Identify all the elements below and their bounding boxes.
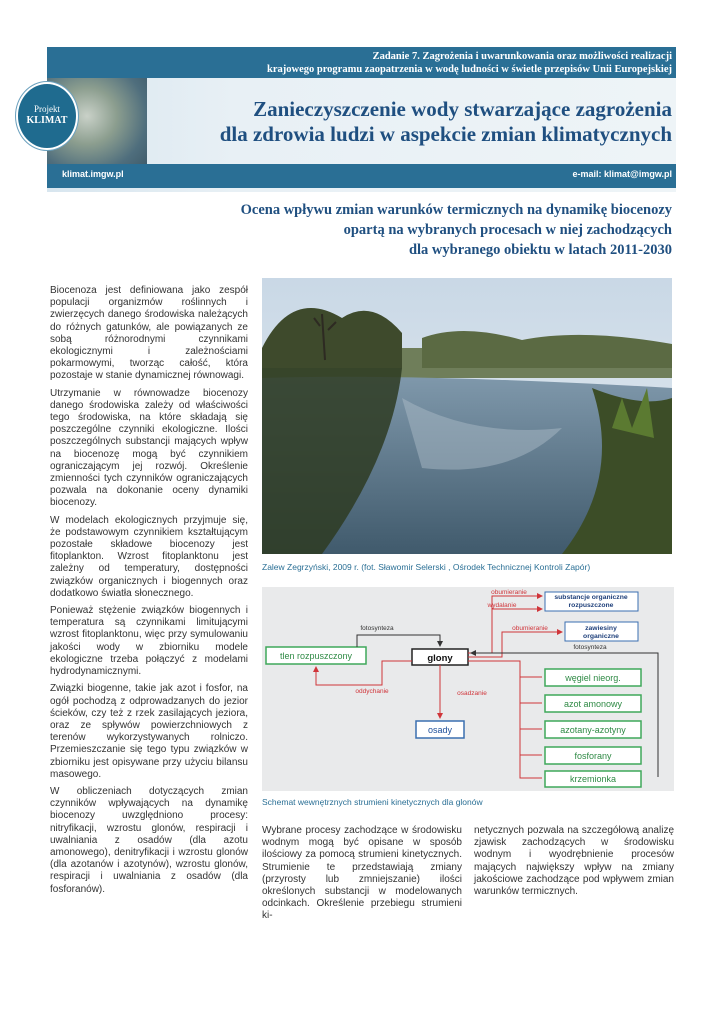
subtitle-line-2: opartą na wybranych procesach w niej zachodzących	[343, 222, 672, 238]
label-obumieranie-1: obumieranie	[491, 589, 527, 596]
paragraph: netycznych pozwala na szczegółową analizę zjawisk zachodzących w środowisku wodnym i wyodrębnienie procesów mających największy wpływ na zmiany jakościowe zachodzące pod wpływem zmian warunków termicznych.	[474, 825, 674, 898]
paragraph: W modelach ekologicznych przyjmuje się, że podstawowym czynnikiem kształtującym pozostałe składowe biocenozy jest fitoplankton. Wzrost fitoplanktonu jest zależny od temperatury, dostępności związków organicznych i biogennych oraz dodatkowo światła słonecznego.	[50, 514, 248, 599]
label-wydalanie: wydalanie	[487, 602, 517, 609]
box-fosforany-label: fosforany	[574, 751, 612, 761]
paragraph: Biocenoza jest definiowana jako zespół populacji organizmów roślinnych i zwierzęcych danego środowiska należących do różnych gatunków, ale powiązanych ze sobą różnorodnymi czynnikami ekologicznymi i zależnościami pokarmowymi, tworząc całość, która pozostaje w stanie dynamicznej równowagi.	[50, 285, 248, 382]
label-osadzanie: osadzanie	[457, 690, 487, 697]
task-line-2: krajowego programu zaopatrzenia w wodę ludności w świetle przepisów Unii Europejskiej	[266, 64, 672, 75]
task-line-1: Zadanie 7. Zagrożenia i uwarunkowania oraz możliwości realizacji	[372, 51, 672, 62]
box-azotany-label: azotany-azotyny	[560, 725, 626, 735]
box-krzemionka-label: krzemionka	[569, 774, 617, 784]
kinetic-flow-diagram	[262, 587, 674, 791]
email-link[interactable]: e-mail: klimat@imgw.pl	[572, 169, 672, 179]
paragraph: Wybrane procesy zachodzące w środowisku wodnym mogą być opisane w sposób ilościowy za pomocą strumieni kinetycznych. Strumienie te przedstawiają zmiany (przyrosty lub zmniejszanie) ilości określonych substancji w modelowanych odcinkach. Określenie przebiegu strumieni ki-	[262, 825, 462, 922]
website-link[interactable]: klimat.imgw.pl	[62, 169, 124, 179]
lake-photo	[262, 278, 672, 554]
label-obumieranie-2: obumieranie	[512, 625, 548, 632]
box-azot-amonowy-label: azot amonowy	[563, 699, 623, 709]
column-right	[474, 825, 674, 903]
badge-line-1: Projekt	[34, 104, 60, 114]
column-middle	[262, 825, 462, 928]
paragraph: Związki biogenne, takie jak azot i fosfor, na ogół pochodzą z odprowadzanych do jezior ścieków, czy też z rzek zasilających jeziora, oraz ze spływów powierzchniowych z terenów wykorzystywanych rolniczo. Przemieszczanie się tego typu związków w zbiorniku jest opisywane przy użyciu bilansu masowego.	[50, 683, 248, 780]
arrow-fotosynteza-1	[357, 635, 440, 647]
box-substancje-label-2: rozpuszczone	[568, 602, 614, 609]
arrows-release	[468, 661, 542, 778]
label-fotosynteza-1: fotosynteza	[360, 625, 394, 632]
box-glony-label: glony	[427, 653, 453, 664]
diagram-caption: Schemat wewnętrznych strumieni kinetycznych dla glonów	[262, 797, 483, 807]
box-osady-label: osady	[427, 725, 453, 735]
box-substancje-label-1: substancje organiczne	[554, 594, 628, 601]
subtitle-line-3: dla wybranego obiektu w latach 2011-2030	[408, 242, 672, 258]
box-zawiesiny-label-1: zawiesiny	[585, 625, 617, 632]
paragraph: Utrzymanie w równowadze biocenozy danego środowiska zależy od właściwości tego środowiska, na które składają się poszczególne czynniki ekologiczne. Ilości poszczególnych substancji mających wpływ na biocenozę mogą być czynnikiem ograniczającym jej rozwój. Określenie zmienności tych czynników ograniczających pozwala na dokonanie oceny dynamiki biocenozy.	[50, 387, 248, 509]
box-wegiel-label: węgiel nieorg.	[565, 673, 621, 683]
label-oddychanie: oddychanie	[355, 688, 389, 695]
paragraph: W obliczeniach dotyczących zmian czynników wpływających na dynamikę biocenozy uwzględniono procesy: nitryfikacji, wzrostu glonów, respiracji i uwalniania z osadów (dla azotu amonowego), denitryfikacji i wzrostu glonów (dla azotanów i azotynów), wzrostu glonów, respiracji i uwalniania z osadów (dla fosforanów).	[50, 785, 248, 895]
title-line-1: Zanieczyszczenie wody stwarzające zagrożenia	[253, 97, 672, 121]
badge-line-2: KLIMAT	[26, 115, 68, 126]
title-line-2: dla zdrowia ludzi w aspekcie zmian klimatycznych	[219, 122, 672, 146]
box-tlen-label: tlen rozpuszczony	[279, 651, 353, 661]
label-fotosynteza-2: fotosynteza	[573, 644, 607, 651]
nutrient-boxes	[545, 669, 641, 787]
paragraph: Ponieważ stężenie związków biogennych i temperatura są czynnikami limitującymi wzrost fitoplanktonu, więc przy symulowaniu jakości wody w zbiorniku modele ekologiczne trzeba połączyć z modelami hydrodynamicznymi.	[50, 605, 248, 678]
box-zawiesiny-label-2: organiczne	[583, 633, 619, 640]
column-left	[50, 285, 248, 901]
project-badge-logo	[16, 82, 78, 150]
subtitle-line-1: Ocena wpływu zmian warunków termicznych na dynamikę biocenozy	[240, 202, 672, 218]
photo-caption: Zalew Zegrzyński, 2009 r. (fot. Sławomir Selerski , Ośrodek Technicznej Kontroli Zapór)	[262, 562, 591, 572]
